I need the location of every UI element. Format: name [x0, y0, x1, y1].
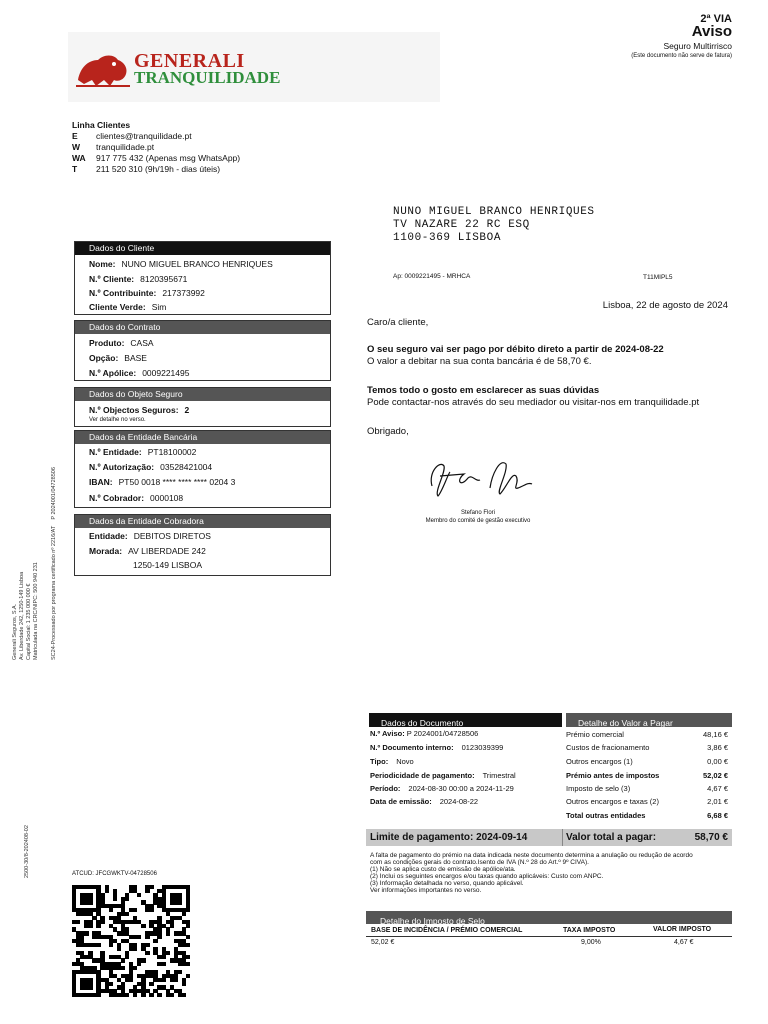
object-count-row [89, 405, 189, 415]
qr-module [109, 908, 113, 912]
value-label: Custos de fracionamento [566, 743, 650, 752]
stamp-value: 4,67 € [674, 939, 694, 946]
issue-date-row [370, 797, 478, 806]
customer-line-contacts [72, 120, 240, 175]
total-bar [562, 829, 732, 846]
value-amount: 3,86 € [707, 743, 728, 752]
label: N.º Autorização: [89, 462, 155, 472]
label: Entidade: [89, 531, 128, 541]
qr-module [133, 966, 137, 970]
qr-module [145, 943, 149, 947]
side-company: Generali Seguros, S.A. [12, 603, 18, 660]
stamp-base: 52,02 € [371, 939, 395, 946]
qr-module [105, 889, 109, 893]
qr-module [149, 908, 153, 912]
qr-module [125, 993, 129, 997]
label: N.º Aviso: [370, 729, 405, 738]
contact-email [72, 131, 240, 142]
table-divider [366, 936, 732, 937]
ap-reference: Ap: 0009221495 - MRHCA [393, 273, 471, 280]
payment-deadline-bar [366, 829, 562, 846]
qr-module [174, 978, 178, 982]
side-code: 2500-30/8-202408-02 [24, 825, 30, 878]
value-row [566, 811, 728, 820]
value-amount: 48,16 € [702, 730, 728, 739]
client-name: NUNO MIGUEL BRANCO HENRIQUES [121, 259, 273, 269]
invoice-note: (Este documento não serve de fatura) [631, 53, 732, 59]
qr-module [182, 912, 186, 916]
internal-doc-number: 0123039399 [461, 743, 504, 752]
contact-value: tranquilidade.pt [96, 142, 155, 152]
stamp-col-rate: TAXA IMPOSTO [563, 927, 616, 934]
label: Cliente Verde: [89, 302, 146, 312]
qr-module [100, 920, 104, 924]
label: N.º Objectos Seguros: [89, 405, 179, 415]
qr-module [149, 982, 153, 986]
contact-web [72, 142, 240, 153]
total-amount: 58,70 € [694, 832, 728, 843]
iban-row [89, 477, 235, 487]
recipient-address [393, 206, 595, 245]
recipient-street: TV NAZARE 22 RC ESQ [393, 219, 530, 231]
payment-deadline: Limite de pagamento: 2024-09-14 [370, 832, 528, 843]
qr-module [186, 955, 190, 959]
value-label: Imposto de selo (3) [566, 784, 631, 793]
atcud-code: ATCUD: JFCGWKTV-04728506 [72, 871, 157, 877]
fine-line: A falta de pagamento do prémio na data indicada neste documento determina a anulação ou redução de acordo [370, 852, 693, 859]
internal-doc-row [370, 743, 503, 752]
qr-module [137, 935, 141, 939]
label: N.º Cliente: [89, 274, 135, 284]
qr-module [117, 947, 121, 951]
value-label: Outros encargos e taxas (2) [566, 797, 659, 806]
recipient-name: NUNO MIGUEL BRANCO HENRIQUES [393, 206, 595, 218]
qr-module [84, 931, 88, 935]
contacts-title: Linha Clientes [72, 120, 131, 130]
collector-row [89, 493, 183, 503]
p1-heading: O seu seguro vai ser pago por débito direto a partir de 2024-08-22 [367, 344, 664, 355]
fine-print [370, 852, 730, 894]
qr-module [157, 935, 161, 939]
signer-role: Membro do comité de gestão executivo [425, 518, 531, 524]
lion-icon [74, 50, 132, 90]
p2-text: Pode contactar-nos através do seu mediador ou visitar-nos em tranquilidade.pt [367, 397, 700, 408]
value-amount: 6,68 € [707, 811, 728, 820]
client-data-box [74, 241, 331, 315]
qr-module [141, 958, 145, 962]
object-note: Ver detalhe no verso. [89, 417, 146, 423]
qr-module [170, 924, 174, 928]
label: Período: [370, 784, 401, 793]
qr-module [88, 924, 92, 928]
qr-module [96, 924, 100, 928]
qr-module [157, 993, 161, 997]
qr-module [166, 951, 170, 955]
client-nif: 217373992 [162, 288, 205, 298]
label: N.º Entidade: [89, 447, 142, 457]
qr-module [96, 993, 100, 997]
notice-number: P 2024001/04728506 [406, 729, 479, 738]
qr-module [137, 962, 141, 966]
qr-module [137, 893, 141, 897]
qr-module [133, 908, 137, 912]
label: Morada: [89, 546, 123, 556]
qr-module [182, 993, 186, 997]
client-green-row [89, 302, 166, 312]
address-row-2: 1250-149 LISBOA [133, 560, 202, 570]
insured-object-box [74, 387, 331, 427]
value-row [566, 784, 728, 793]
stamp-duty-title: Detalhe do Imposto de Selo [380, 916, 485, 926]
value-amount: 52,02 € [702, 771, 728, 780]
contact-value: 211 520 310 (9h/19h - dias úteis) [96, 164, 221, 174]
company-logo [68, 32, 440, 102]
logo-line1: GENERALI [134, 50, 245, 72]
label: Nome: [89, 259, 116, 269]
issue-date: 2024-08-22 [439, 797, 479, 806]
qr-module [133, 993, 137, 997]
label: Data de emissão: [370, 797, 432, 806]
label: N.º Contribuinte: [89, 288, 157, 298]
qr-module [186, 974, 190, 978]
label: N.º Apólice: [89, 368, 137, 378]
qr-module [186, 943, 190, 947]
qr-code-icon [72, 885, 190, 997]
payment-frequency: Trimestral [482, 771, 516, 780]
letter-paragraph-2 [367, 385, 699, 409]
label: N.º Cobrador: [89, 493, 145, 503]
value-label: Prémio comercial [566, 730, 624, 739]
policy-row [89, 368, 189, 378]
qr-module [125, 955, 129, 959]
qr-module [76, 920, 80, 924]
p1-text: O valor a debitar na sua conta bancária é de 58,70 €. [367, 356, 592, 367]
collecting-entity-value: DEBITOS DIRETOS [133, 531, 211, 541]
client-data-title: Dados do Cliente [75, 242, 330, 255]
stamp-col-value: VALOR IMPOSTO [653, 926, 712, 933]
stamp-rate: 9,00% [581, 939, 601, 946]
contact-key: W [72, 142, 81, 152]
option-row [89, 353, 147, 363]
period-row [370, 784, 514, 793]
logo-line2: TRANQUILIDADE [134, 68, 281, 87]
qr-module [96, 943, 100, 947]
qr-module [186, 908, 190, 912]
doc-header [631, 13, 732, 59]
object-count: 2 [184, 405, 190, 415]
side-ref: P 2024001/04728506 [51, 467, 57, 520]
via-label: 2ª VIA [700, 13, 732, 25]
value-detail-title: Detalhe do Valor a Pagar [578, 718, 673, 728]
side-cert [51, 467, 57, 660]
qr-module [88, 985, 92, 989]
fine-line: (1) Não se aplica custo de emissão de apólice/ata. [370, 866, 516, 873]
qr-module [149, 993, 153, 997]
client-nif-row [89, 288, 205, 298]
fine-line: (3) Informação detalhada no verso, quando aplicável. [370, 880, 524, 887]
total-label: Valor total a pagar: [566, 832, 657, 843]
product-row [89, 338, 154, 348]
label: IBAN: [89, 477, 113, 487]
qr-module [186, 935, 190, 939]
qr-module [178, 900, 182, 904]
qr-module [133, 947, 137, 951]
value-amount: 0,00 € [707, 757, 728, 766]
type-value: Novo [396, 757, 414, 766]
policy-value: 0009221495 [142, 368, 190, 378]
value-label: Outros encargos (1) [566, 757, 633, 766]
product-name: Seguro Multirrisco [663, 41, 732, 51]
value-amount: 4,67 € [707, 784, 728, 793]
qr-module [178, 970, 182, 974]
fine-line: com as condições gerais do contrato.Isento de IVA (N.º 28 do Art.º 9º CIVA). [370, 859, 589, 866]
notice-number-row [370, 729, 478, 738]
value-row [566, 730, 728, 739]
qr-module [170, 993, 174, 997]
letter-thanks: Obrigado, [367, 426, 409, 437]
side-addr: Av. Liberdade 242, 1250-149 Lisboa [19, 571, 25, 660]
letter-paragraph-1 [367, 344, 664, 368]
qr-module [145, 935, 149, 939]
qr-module [162, 962, 166, 966]
qr-module [162, 978, 166, 982]
contact-value: clientes@tranquilidade.pt [96, 131, 192, 141]
contract-data-box [74, 320, 331, 381]
recipient-city: 1100-369 LISBOA [393, 232, 502, 244]
qr-module [166, 931, 170, 935]
address-line1: AV LIBERDADE 242 [128, 546, 206, 556]
qr-module [149, 885, 153, 889]
side-capital: Capital Social: 1 235 000 000 € [26, 583, 32, 660]
signature-icon [420, 452, 540, 502]
qr-module [121, 966, 125, 970]
qr-module [125, 912, 129, 916]
qr-module [125, 897, 129, 901]
client-number-row [89, 274, 187, 284]
collecting-entity-box [74, 514, 331, 576]
letter-date: Lisboa, 22 de agosto de 2024 [602, 300, 728, 311]
collector-value: 0000108 [150, 493, 184, 503]
qr-module [153, 939, 157, 943]
value-row [566, 757, 728, 766]
contract-data-title: Dados do Contrato [75, 321, 330, 334]
fine-line: (2) Inclui os seguintes encargos e/ou taxas quando aplicáveis: Custo com ANPC. [370, 873, 604, 880]
entity-row [89, 447, 196, 457]
value-label: Total outras entidades [566, 811, 646, 820]
authorization-row [89, 462, 212, 472]
product-value: CASA [130, 338, 154, 348]
qr-module [88, 900, 92, 904]
label: Opção: [89, 353, 119, 363]
signer-name: Stefano Flori [460, 510, 496, 516]
period-value: 2024-08-30 00:00 a 2024-11-29 [408, 784, 514, 793]
contact-value: 917 775 432 (Apenas msg WhatsApp) [96, 153, 241, 163]
side-registry: Matriculada na CRC/NIPC: 500 940 231 [33, 562, 39, 660]
qr-module [141, 993, 145, 997]
value-row [566, 743, 728, 752]
stamp-duty-table [366, 924, 732, 954]
iban-value: PT50 0018 **** **** **** 0204 3 [118, 477, 236, 487]
insured-object-title: Dados do Objeto Seguro [75, 388, 330, 401]
label: Tipo: [370, 757, 389, 766]
bank-entity-box [74, 430, 331, 508]
qr-module [109, 982, 113, 986]
option-value: BASE [124, 353, 147, 363]
value-row [566, 797, 728, 806]
document-data-title-bar [369, 713, 562, 727]
side-company-info [12, 562, 40, 660]
collecting-entity-title: Dados da Entidade Cobradora [75, 515, 330, 528]
qr-module [145, 889, 149, 893]
qr-module [121, 958, 125, 962]
authorization-value: 03528421004 [160, 462, 213, 472]
stamp-duty-title-bar [366, 911, 732, 924]
collecting-entity-row [89, 531, 211, 541]
qr-module [182, 982, 186, 986]
type-row [370, 757, 414, 766]
value-label: Prémio antes de impostos [566, 771, 660, 780]
label: N.º Documento interno: [370, 743, 454, 752]
doc-type: Aviso [691, 23, 732, 40]
payment-frequency-row [370, 771, 516, 780]
contact-key: E [72, 131, 78, 141]
document-data-title: Dados do Documento [381, 718, 464, 728]
address-row [89, 546, 206, 556]
label: Periodicidade de pagamento: [370, 771, 475, 780]
side-cert-text: SC24-Processado por programa certificado nº 2216/AT [51, 525, 57, 660]
contact-phone [72, 164, 240, 175]
value-amount: 2,01 € [707, 797, 728, 806]
qr-module [113, 897, 117, 901]
contact-key: T [72, 164, 78, 174]
qr-module [109, 943, 113, 947]
entity-value: PT18100002 [147, 447, 197, 457]
qr-module [162, 955, 166, 959]
client-name-row [89, 259, 273, 269]
qr-module [129, 978, 133, 982]
qr-module [145, 951, 149, 955]
client-number: 8120395671 [140, 274, 188, 284]
contact-key: WA [72, 153, 86, 163]
qr-module [186, 924, 190, 928]
letter-greeting: Caro/a cliente, [367, 317, 429, 328]
stamp-col-base: BASE DE INCIDÊNCIA / PRÉMIO COMERCIAL [371, 927, 523, 934]
contact-whatsapp [72, 153, 240, 164]
bank-entity-title: Dados da Entidade Bancária [75, 431, 330, 444]
print-code: T11MIPL5 [643, 274, 673, 281]
client-green: Sim [151, 302, 167, 312]
value-row [566, 771, 728, 780]
qr-module [186, 962, 190, 966]
label: Produto: [89, 338, 125, 348]
value-detail-title-bar [566, 713, 732, 727]
fine-line: Ver informações importantes no verso. [370, 887, 482, 894]
qr-module [141, 924, 145, 928]
p2-heading: Temos todo o gosto em esclarecer as suas dúvidas [367, 385, 600, 396]
